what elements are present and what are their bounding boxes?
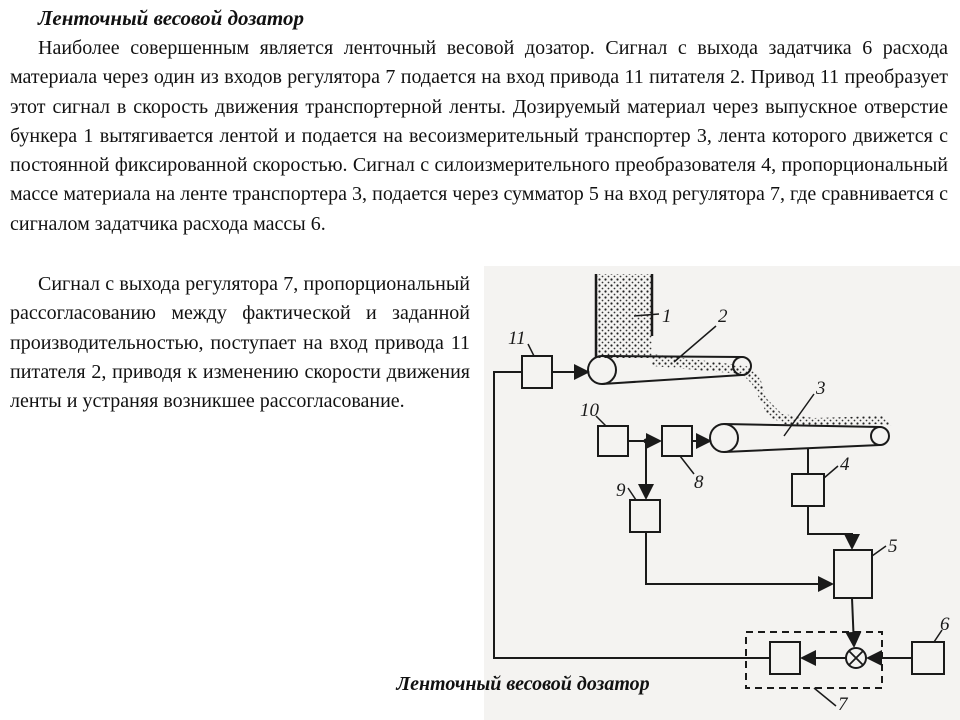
label-feeder: 2 (718, 306, 728, 327)
link-4-5 (808, 506, 852, 548)
link-9-5 (646, 532, 832, 584)
block-4 (792, 474, 824, 506)
feeder-drum (588, 356, 616, 384)
label-block8: 8 (694, 472, 704, 493)
leader-4 (824, 466, 838, 478)
label-hopper: 1 (662, 306, 672, 327)
slide-title: Ленточный весовой дозатор (38, 6, 304, 30)
label-block10: 10 (580, 400, 599, 421)
figure-caption: Ленточный весовой дозатор (396, 673, 650, 695)
block-8 (662, 426, 692, 456)
weigh-belt (724, 424, 880, 452)
hopper-material (596, 274, 652, 358)
label-adder: 5 (888, 536, 898, 557)
leader-7 (814, 688, 836, 706)
leader-8 (680, 456, 694, 474)
intro-paragraph: Наиболее совершенным является ленточный весовой дозатор. Сигнал с выхода задатчика 6 расхода материала через один из входов регулятора 7 подается на вход привода 11 питателя 2. Привод 11 преобразует этот сигнал в скорость движения транспортерной ленты. Дозируемый материал через выпускное отверстие бункера 1 вытягивается лентой и подается на весоизмерительный транспортер 3, лента которого движется с постоянной фиксированной скоростью. Сигнал с силоизмерительного преобразователя 4, пропорциональный массе материала на ленте транспортера 3, подается через сумматор 5 на вход регулятора 7, где сравнивается с сигналом задатчика расхода массы 6. (10, 37, 948, 235)
weigh-tail-drum (871, 427, 889, 445)
adder-block (834, 550, 872, 598)
weigh-drum (710, 424, 738, 452)
label-weigh-conveyor: 3 (816, 378, 826, 399)
regulator-block (770, 642, 800, 674)
leader-5 (872, 546, 886, 556)
comparator-cross (849, 651, 863, 665)
label-block9: 9 (616, 480, 626, 501)
label-regulator: 7 (838, 694, 848, 715)
signal-paragraph: Сигнал с выхода регулятора 7, пропорциональный рассогласованию между фактической и заданной производительностью, поступает на вход привода 11 питателя 2, приводя к изменению скорости движения ленты и устраняя возникшее рассогласование. (10, 273, 470, 413)
drive-block (522, 356, 552, 388)
setpoint-block (912, 642, 944, 674)
link-5-comparator (852, 598, 854, 646)
material-stream (652, 354, 894, 426)
label-drive: 11 (508, 328, 526, 349)
dosing-scheme-diagram (484, 266, 960, 720)
block-9 (630, 500, 660, 532)
drive-leader (528, 344, 534, 356)
regulator-frame (746, 632, 882, 688)
feedback-loop (494, 372, 770, 658)
label-force-transducer: 4 (840, 454, 850, 475)
dosing-scheme-figure (484, 266, 960, 720)
label-setpoint: 6 (940, 614, 950, 635)
leader-9 (628, 488, 636, 500)
block-10 (598, 426, 628, 456)
